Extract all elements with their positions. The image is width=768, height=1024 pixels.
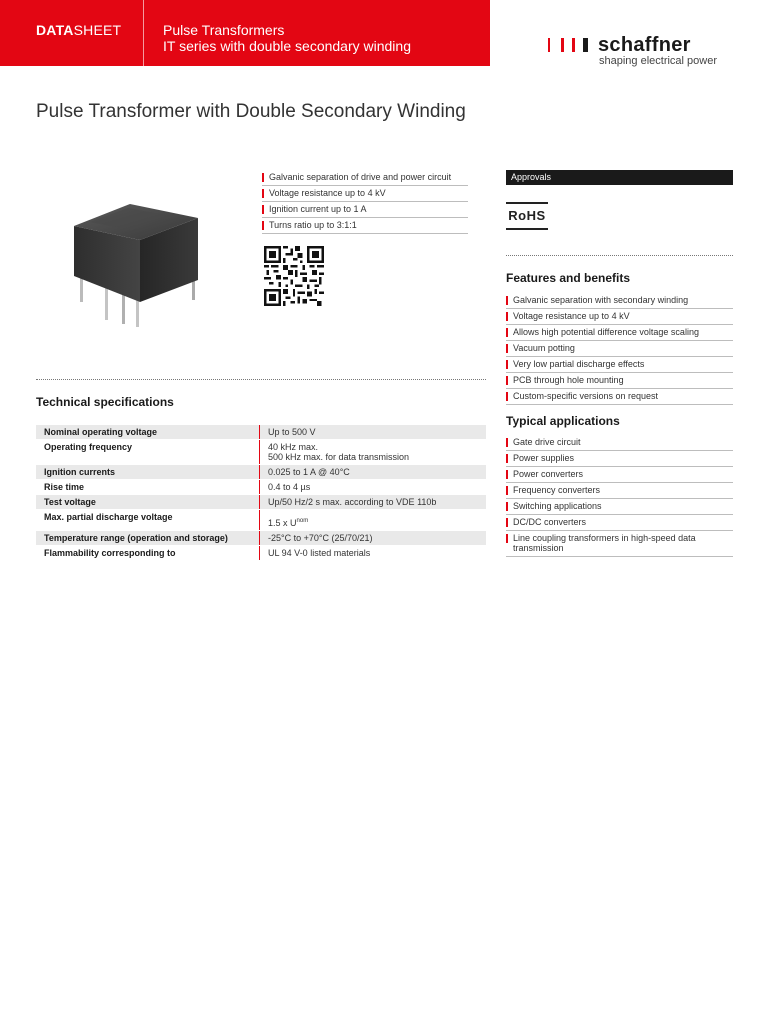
table-row [36, 495, 486, 510]
table-row [36, 546, 486, 561]
list-item: Ignition current up to 1 A [262, 202, 468, 218]
header-series: IT series with double secondary winding [163, 38, 411, 54]
spec-value: 0.025 to 1 A @ 40°C [259, 465, 486, 479]
qr-code[interactable] [263, 246, 325, 306]
applications-list [506, 435, 733, 557]
header-band [0, 0, 490, 66]
divider [36, 379, 486, 380]
rohs-badge: RoHS [506, 202, 548, 230]
features-list [506, 293, 733, 405]
spec-value [259, 510, 486, 530]
header-divider [143, 0, 144, 66]
list-item: Vacuum potting [506, 341, 733, 357]
list-item: Galvanic separation of drive and power circuit [262, 170, 468, 186]
spec-value-sup: nom [296, 518, 309, 524]
spec-key: Ignition currents [44, 467, 116, 477]
list-item: Voltage resistance up to 4 kV [506, 309, 733, 325]
list-item: Power converters [506, 467, 733, 483]
spec-value [259, 440, 486, 464]
table-row [36, 531, 486, 546]
table-row [36, 465, 486, 480]
page-title: Pulse Transformer with Double Secondary Winding [36, 101, 466, 122]
list-item: Voltage resistance up to 4 kV [262, 186, 468, 202]
key-points-list [262, 170, 468, 234]
applications-heading: Typical applications [506, 414, 620, 428]
list-item: DC/DC converters [506, 515, 733, 531]
spec-value: -25°C to +70°C (25/70/21) [259, 531, 486, 545]
list-item: Galvanic separation with secondary winding [506, 293, 733, 309]
spec-key: Operating frequency [44, 442, 133, 452]
spec-value-line: 500 kHz max. for data transmission [268, 452, 410, 462]
table-row [36, 425, 486, 440]
list-item: Gate drive circuit [506, 435, 733, 451]
list-item: PCB through hole mounting [506, 373, 733, 389]
list-item: Switching applications [506, 499, 733, 515]
spec-key: Nominal operating voltage [44, 427, 158, 437]
spec-key: Rise time [44, 482, 85, 492]
divider [506, 255, 733, 256]
list-item: Custom-specific versions on request [506, 389, 733, 405]
list-item: Allows high potential difference voltage scaling [506, 325, 733, 341]
logo-wordmark: schaffner [598, 34, 691, 56]
datasheet-tag: DATASHEET [36, 22, 122, 38]
spec-key: Max. partial discharge voltage [44, 512, 173, 522]
list-item: Frequency converters [506, 483, 733, 499]
list-item: Very low partial discharge effects [506, 357, 733, 373]
header-category: Pulse Transformers [163, 22, 285, 38]
spec-value-line: 40 kHz max. [268, 442, 319, 452]
schaffner-logo [548, 36, 738, 70]
table-row [36, 480, 486, 495]
product-image [60, 180, 240, 330]
spec-value: 0.4 to 4 µs [259, 480, 486, 494]
spec-key: Test voltage [44, 497, 96, 507]
spec-value: UL 94 V-0 listed materials [259, 546, 486, 560]
spec-key: Temperature range (operation and storage) [44, 533, 228, 543]
tech-specs-heading: Technical specifications [36, 395, 174, 409]
spec-key: Flammability corresponding to [44, 548, 176, 558]
list-item: Turns ratio up to 3:1:1 [262, 218, 468, 234]
table-row [36, 440, 486, 465]
spec-value-text: 1.5 x U [268, 518, 297, 528]
table-row [36, 510, 486, 531]
tech-specs-table [36, 425, 486, 561]
list-item: Power supplies [506, 451, 733, 467]
logo-slogan: shaping electrical power [599, 55, 718, 67]
list-item: Line coupling transformers in high-speed data transmission [506, 531, 733, 557]
spec-value: Up to 500 V [259, 425, 486, 439]
features-heading: Features and benefits [506, 271, 631, 285]
spec-value: Up/50 Hz/2 s max. according to VDE 110b [259, 495, 486, 509]
approvals-bar: Approvals [506, 170, 733, 185]
